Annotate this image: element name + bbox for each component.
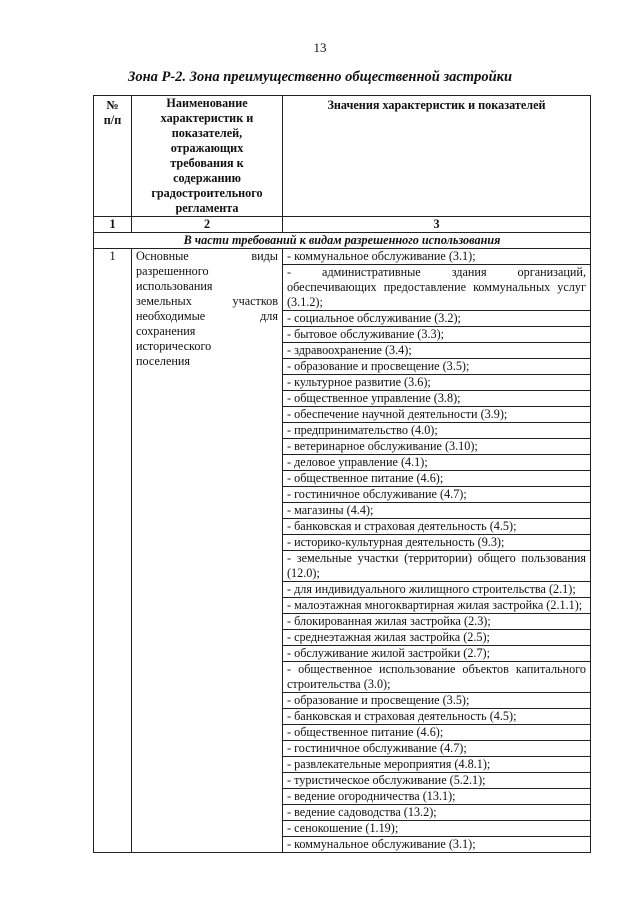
list-item: - магазины (4.4);: [283, 503, 590, 519]
section-row: [94, 233, 591, 249]
list-item: - земельные участки (территории) общего пользования (12.0);: [283, 551, 590, 582]
header-line: градостроительного: [151, 186, 263, 200]
column-number: 2: [132, 217, 283, 233]
table-header-row: [94, 96, 591, 217]
list-item: - историко-культурная деятельность (9.3);: [283, 535, 590, 551]
header-line: регламента: [175, 201, 239, 215]
header-number-line: п/п: [103, 113, 122, 127]
regulations-table: [93, 95, 591, 853]
description-line: земельных участков: [136, 294, 278, 308]
column-number: 3: [283, 217, 591, 233]
list-item: - общественное использование объектов капитального строительства (3.0);: [283, 662, 590, 693]
header-line: Наименование: [166, 96, 248, 110]
header-characteristics: [132, 96, 283, 217]
list-item: - социальное обслуживание (3.2);: [283, 311, 590, 327]
list-item: - здравоохранение (3.4);: [283, 343, 590, 359]
list-item: - обслуживание жилой застройки (2.7);: [283, 646, 590, 662]
header-values: Значения характеристик и показателей: [283, 96, 591, 217]
list-item: - культурное развитие (3.6);: [283, 375, 590, 391]
description-line: необходимые для: [136, 309, 278, 323]
list-item: - коммунальное обслуживание (3.1);: [287, 837, 476, 851]
header-number-line: №: [106, 98, 119, 112]
list-item: - гостиничное обслуживание (4.7);: [283, 741, 590, 757]
list-item: - образование и просвещение (3.5);: [283, 359, 590, 375]
list-item: - малоэтажная многоквартирная жилая застройка (2.1.1);: [283, 598, 590, 614]
list-item: - среднеэтажная жилая застройка (2.5);: [283, 630, 590, 646]
list-item: - блокированная жилая застройка (2.3);: [283, 614, 590, 630]
list-item: - для индивидуального жилищного строительства (2.1);: [283, 582, 590, 598]
list-item: - деловое управление (4.1);: [283, 455, 590, 471]
description-line: исторического: [136, 339, 212, 353]
list-item: - развлекательные мероприятия (4.8.1);: [283, 757, 590, 773]
permitted-uses-list: [283, 249, 591, 853]
description-line: использования: [136, 279, 213, 293]
column-number: 1: [94, 217, 132, 233]
table-row: [94, 249, 591, 853]
list-item: - административные здания организаций, обеспечивающих предоставление коммунальных услуг (3.1.2);: [283, 265, 590, 311]
list-item: - общественное питание (4.6);: [283, 471, 590, 487]
list-item: - гостиничное обслуживание (4.7);: [283, 487, 590, 503]
list-item: - образование и просвещение (3.5);: [283, 693, 590, 709]
list-item: - общественное питание (4.6);: [283, 725, 590, 741]
list-item: - общественное управление (3.8);: [283, 391, 590, 407]
description-line: Основные виды: [136, 249, 278, 263]
header-line: показателей,: [171, 126, 243, 140]
header-line: требования к: [170, 156, 244, 170]
list-item: - банковская и страховая деятельность (4.5);: [283, 709, 590, 725]
header-line: отражающих: [170, 141, 244, 155]
description-line: сохранения: [136, 324, 196, 338]
row-description: [132, 249, 283, 853]
zone-title: Зона Р-2. Зона преимущественно общественной застройки: [127, 69, 513, 85]
list-item: - сенокошение (1.19);: [283, 821, 590, 837]
list-item: - предпринимательство (4.0);: [283, 423, 590, 439]
list-item: - коммунальное обслуживание (3.1);: [283, 249, 590, 265]
list-item: - ветеринарное обслуживание (3.10);: [283, 439, 590, 455]
column-numbers-row: [94, 217, 591, 233]
description-line: поселения: [136, 354, 191, 368]
list-item: - ведение огородничества (13.1);: [283, 789, 590, 805]
description-line: разрешенного: [136, 264, 209, 278]
header-line: характеристик и: [160, 111, 254, 125]
list-item: - туристическое обслуживание (5.2.1);: [283, 773, 590, 789]
list-item: - ведение садоводства (13.2);: [283, 805, 590, 821]
page-number: 13: [313, 40, 327, 55]
header-number: [94, 96, 132, 217]
list-item: - банковская и страховая деятельность (4.5);: [283, 519, 590, 535]
section-title: В части требований к видам разрешенного использования: [94, 233, 591, 249]
header-line: содержанию: [173, 171, 241, 185]
list-item: - обеспечение научной деятельности (3.9);: [283, 407, 590, 423]
row-number: 1: [94, 249, 132, 853]
list-item: - бытовое обслуживание (3.3);: [283, 327, 590, 343]
